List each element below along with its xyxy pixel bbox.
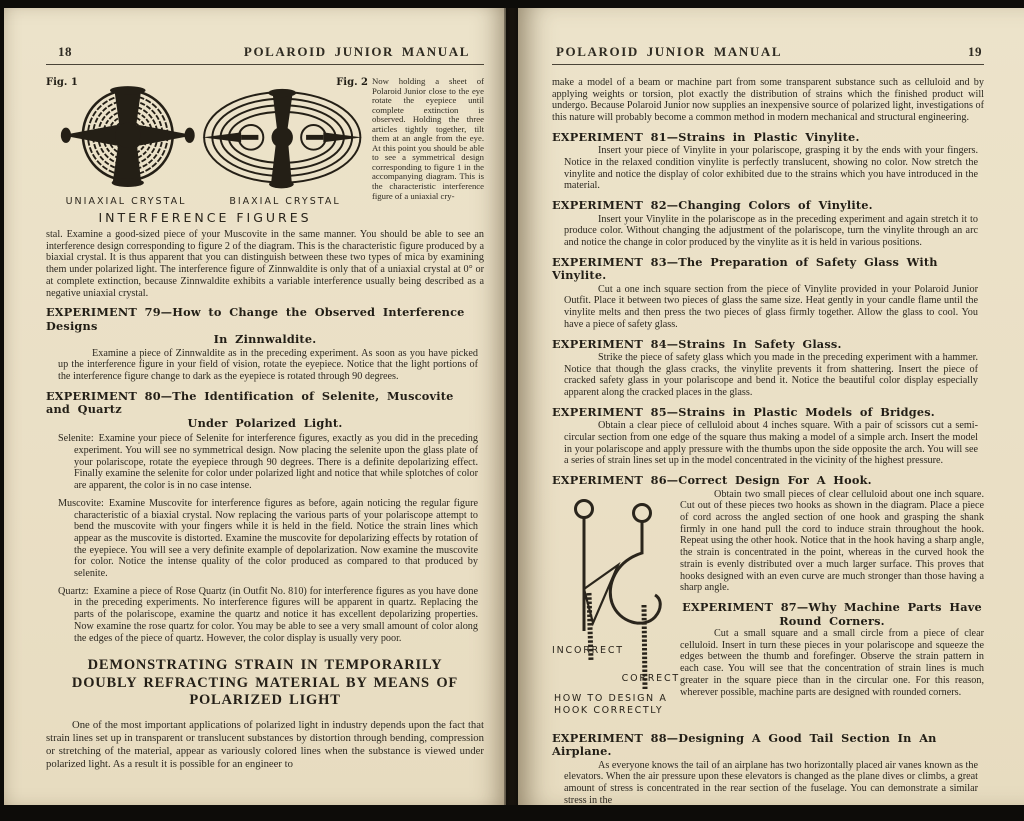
fig1-label: Fig. 1 (46, 77, 78, 88)
intro-continuation-paragraph: stal. Examine a good-sized piece of your Muscovite in the same manner. You should be able to see an interference design corresponding to figure 2 of the diagram. This is the characteristic figure produced by a biaxial crystal. It is thus apparent that you can distinguish between these two types of mica by examining them under polarized light. The interference figure of Zinnwaldite is only that of a uniaxial crystal at 0° or at complete extinction, because Zinnwaldite exhibits a variable interference usually being described as a negative uniaxial crystal. (46, 229, 484, 299)
hook-section (552, 489, 984, 725)
header-rule-right (552, 64, 984, 65)
intro-paragraph-right: make a model of a beam or machine part from some transparent substance such as celluloid and by applying weights or torsion, plot exactly the distribution of strains which the finished product will undergo. Because Polaroid Junior now supplies an inexpensive source of polarized light, investigations of this nature will probably become a common method in modern mechanical and structural engineering. (552, 77, 984, 124)
caption-biaxial-crystal: BIAXIAL CRYSTAL (229, 196, 341, 207)
section-heading-demonstrating-strain: DEMONSTRATING STRAIN IN TEMPORARILY DOUBLY REFRACTING MATERIAL BY MEANS OF POLARIZED LIGHT (71, 657, 459, 709)
experiment-88-heading: EXPERIMENT 88—Designing A Good Tail Section In An Airplane. (552, 730, 937, 759)
experiment-86-body: Obtain two small pieces of clear celluloid about one inch square. Cut out of these pieces two hooks as shown in the diagram. Place a piece of cord across the angled section of one hook and grasping the shank firmly in one hand pull the cord to induce strain throughout the hook. Repeat using the other hook. Notice that in the hook having a sharp angle, the strain is concentrated in the point, whereas in the curved hook the strain is evenly distributed over a much larger surface. This proves that hooks designed with an even curve are much stronger than those having a sharp angle. (680, 488, 984, 594)
uniaxial-crystal-figure (60, 81, 196, 193)
label-correct: CORRECT (621, 672, 680, 684)
experiment-79-body: Examine a piece of Zinnwaldite as in the preceding experiment. As soon as you have picked up the interference figure in your field of vision, rotate the eyepiece. Notice that the light portions of the interference figure change to dark as the eyepiece is rotated through 90 degrees. (58, 347, 478, 383)
experiment-82-body: Insert your Vinylite in the polariscope as in the preceding experiment and again stretch it to produce color. Without changing the adjustment of the polariscope, turn the vinylite through an arc and notice the change in color produced by the vinylite as it is held in various positions. (564, 213, 978, 249)
experiment-84-heading: EXPERIMENT 84—Strains In Safety Glass. (552, 336, 842, 351)
fig2-label: Fig. 2 (336, 77, 368, 88)
page-18 (4, 8, 506, 805)
figure-side-text: Now holding a sheet of Polaroid Junior close to the eye rotate the eyepiece until complete extinction is observed. Holding the three articles tightly together, tilt them at an angle from the eye. At this point you should be able to see a symmetrical design corresponding to figure 1 in the accompanying diagram. This is the characteristic interference figure of a uniaxial cry- (372, 76, 484, 201)
page-19 (518, 8, 1024, 805)
muscovite-paragraph: Muscovite: Examine Muscovite for interference figures as before, again noticing the regular figure characteristic of a biaxial crystal. Now replacing the various parts of your polariscope attempt to bend the muscovite with your fingers while it is held in the field. Notice the strain lines which appear as the muscovite is distorted. Examine the muscovite for depolarizing effects by rotation of the eyepiece. You will see a very definite example of depolarization. Now examine the muscovite for color. Notice the intense quality of the color produced as compared to that produced by selenite. (58, 497, 478, 580)
running-title-left: POLAROID JUNIOR MANUAL (243, 44, 470, 59)
experiment-84-body: Strike the piece of safety glass which you made in the preceding experiment with a hammer. Notice that though the glass cracks, the vinylite prevents it from shattering. Insert the piece of cracked safety glass in your polariscope and bend it. Notice the beautiful color display especially apparent along the cracked places in the glass. (564, 352, 978, 399)
page-number-18: 18 (58, 44, 72, 59)
experiment-83-heading: EXPERIMENT 83—The Preparation of Safety Glass With Vinylite. (552, 254, 938, 283)
figure-block (46, 77, 368, 225)
experiment-85-heading: EXPERIMENT 85—Strains in Plastic Models of Bridges. (552, 404, 935, 419)
hook-figures (552, 493, 674, 693)
quartz-paragraph: Quartz: Examine a piece of Rose Quartz (in Outfit No. 810) for interference figures as you have done in the preceding experiments. No interference figures will be apparent in quartz. Replacing the parts of the polariscope, examine the quartz and notice it has excellent depolarizing properties. Now examine the rose quartz for color. You may be able to see a very small amount of color along the edges of the piece of quartz. However, the color display is usually very poor. (58, 585, 478, 644)
header-rule-left (46, 64, 484, 65)
hook-diagram-caption: HOW TO DESIGN A HOOK CORRECTLY (554, 692, 668, 717)
experiment-83-body: Cut a one inch square section from the piece of Vinylite provided in your Polaroid Junior Outfit. Place it between two pieces of glass the same size. Heat gently in your candle flame until the vinylite melts and then press the two pieces of glass firmly together. Allow the glass to cool. You have a piece of safety glass. (564, 283, 978, 330)
experiment-81-body: Insert your piece of Vinylite in your polariscope, grasping it by the ends with your fingers. Notice in the relaxed condition vinylite is perfectly translucent, showing no color. Now stretch the vinylite and notice the display of color exhibited due to the strains which you have introduced in the material. (564, 145, 978, 192)
label-incorrect: INCORRECT (552, 644, 624, 656)
quartz-label: Quartz: (58, 585, 89, 597)
experiment-79-heading: EXPERIMENT 79—How to Change the Observed Interference Designs In Zinnwaldite. (46, 305, 465, 347)
hook-design-diagram (552, 493, 680, 725)
experiment-80-heading: EXPERIMENT 80—The Identification of Selenite, Muscovite and Quartz Under Polarized Light. (46, 388, 454, 430)
page-18-header (46, 44, 484, 62)
selenite-paragraph: Selenite: Examine your piece of Selenite for interference figures, exactly as you did in the preceding experiment. You will see no symmetrical design. Now placing the selenite upon the glass plate of your polariscope, rotate the eyepiece through 90 degrees. There is a definite depolarizing effect. Finally examine the selenite for color under polarized light and notice that while splotches of color are apparent, the color is in no case intense. (58, 433, 478, 492)
page-19-header (552, 44, 984, 62)
experiment-86-heading: EXPERIMENT 86—Correct Design For A Hook. (552, 473, 872, 488)
caption-interference-figures: INTERFERENCE FIGURES (98, 210, 312, 225)
experiment-85-body: Obtain a clear piece of celluloid about 4 inches square. With a pair of scissors cut a semi-circular section from one edge of the square thus making a model of a simple arch. Insert the model in your polariscope and apply pressure with the thumbs upon the side opposite the arch. You will see a series of strain lines set up in the model concentrated in the vicinity of the highest pressure. (564, 420, 978, 467)
selenite-label: Selenite: (58, 433, 94, 445)
experiment-82-heading: EXPERIMENT 82—Changing Colors of Vinylite. (552, 198, 873, 213)
interference-figures-area (46, 77, 484, 225)
muscovite-label: Muscovite: (58, 497, 104, 509)
closing-paragraph-left: One of the most important applications of polarized light in industry depends upon the fact that strain lines set up in transparent or translucent substances by distortion through bending, compression or stretching of the material, appear as variously colored lines when the substance is viewed under polarized light. As a result it is possible for an engineer to (46, 718, 484, 770)
experiment-87-heading: EXPERIMENT 87—Why Machine Parts Have Round Corners. (682, 600, 982, 628)
experiment-87-body: Cut a small square and a small circle from a piece of clear celluloid. Insert in turn these pieces in your polariscope and squeeze the edges between the thumb and forefinger. Observe the strain pattern in each case. You will see that the concentration of strain lines is much greater in the square piece than in the circular one. For this reason, wherever possible, machine parts are designed with rounded corners. (680, 628, 984, 698)
running-title-right: POLAROID JUNIOR MANUAL (556, 44, 783, 59)
experiment-88-body: As everyone knows the tail of an airplane has two horizontally placed air vanes known as the elevators. When the air pressure upon these elevators is changed as the plane dives or climbs, a great amount of stress is concentrated in the rear section of the fuselage. You can demonstrate a similar stress in the (564, 759, 978, 805)
biaxial-crystal-figure (200, 85, 364, 193)
caption-uniaxial-crystal: UNIAXIAL CRYSTAL (65, 196, 187, 207)
experiment-81-heading: EXPERIMENT 81—Strains in Plastic Vinylite. (552, 129, 860, 144)
page-number-19: 19 (968, 44, 982, 59)
